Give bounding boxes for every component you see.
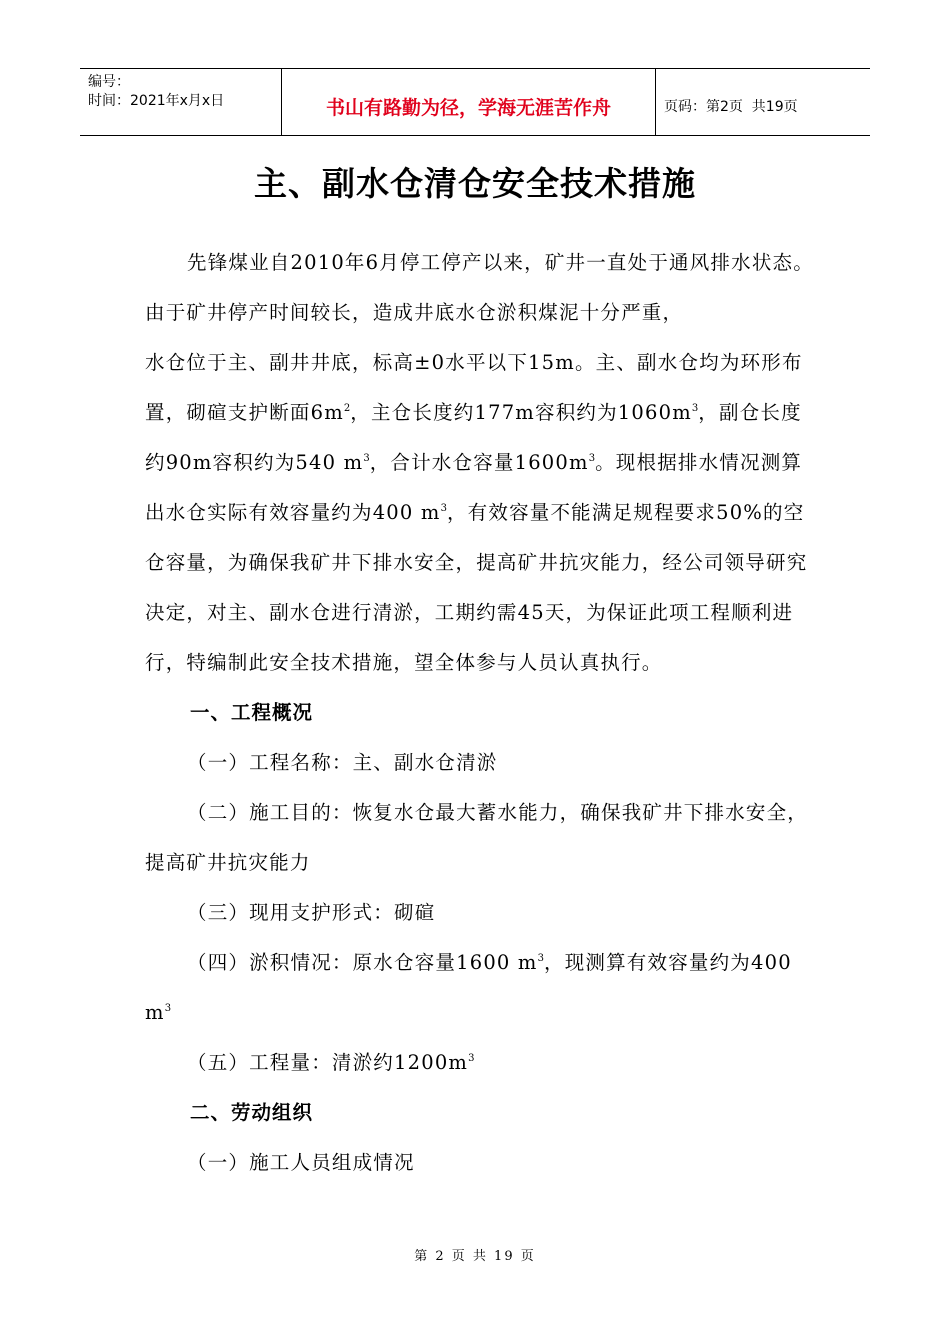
- intro-paragraph-1: 先锋煤业自2010年6月停工停产以来，矿井一直处于通风排水状态。由于矿井停产时间较长，造成井底水仓淤积煤泥十分严重，: [145, 251, 814, 324]
- intro-paragraph-2: 水仓位于主、副井井底，标高±0水平以下15m。主、副水仓均为环形布置，砌碹支护断面$6m^2$，主仓长度约177m容积约为$1060m^3$，副仓长度约90m容积约为540 $m^3$，合计水仓容量$1600m^3$。现根据排水情况测算出水仓实际有效容量约为400 $m^3$，有效容量不能满足规程要求50%的空仓容量，为确保我矿井下排水安全，提高矿井抗灾能力，经公司领导研究决定，对主、副水仓进行清淤，工期约需45天，为保证此项工程顺利进行，特编制此安全技术措施，望全体参与人员认真执行。: [145, 351, 808, 674]
- number-label: 编号：: [88, 74, 130, 90]
- section-1-item-3: （三）现用支护形式：砌碹: [187, 901, 436, 924]
- header-page-info: 页码：第2页 共19页: [664, 99, 798, 115]
- header-meta: [80, 69, 282, 135]
- section-2-item-1: （一）施工人员组成情况: [187, 1151, 415, 1174]
- section-1-item-4: （四）淤积情况：原水仓容量1600 $m^3$，现测算有效容量约为400 $m^3$: [145, 951, 792, 1024]
- header-motto: 书山有路勤为径，学海无涯苦作舟: [282, 69, 656, 135]
- page-footer: 第 2 页 共 19 页: [414, 1249, 536, 1264]
- section-1-item-2: （二）施工目的：恢复水仓最大蓄水能力，确保我矿井下排水安全，提高矿井抗灾能力: [145, 801, 809, 874]
- document-header: [80, 68, 870, 136]
- section-1-heading: 一、工程概况: [190, 701, 314, 724]
- document-body: [145, 238, 817, 1188]
- section-1-item-5: （五）工程量：清淤约$1200m^3$: [187, 1051, 475, 1074]
- section-2-heading: 二、劳动组织: [190, 1101, 314, 1124]
- section-1-item-1: （一）工程名称：主、副水仓清淤: [187, 751, 498, 774]
- date-label: 时间：2021年x月x日: [88, 93, 225, 109]
- document-title: 主、副水仓清仓安全技术措施: [254, 164, 696, 203]
